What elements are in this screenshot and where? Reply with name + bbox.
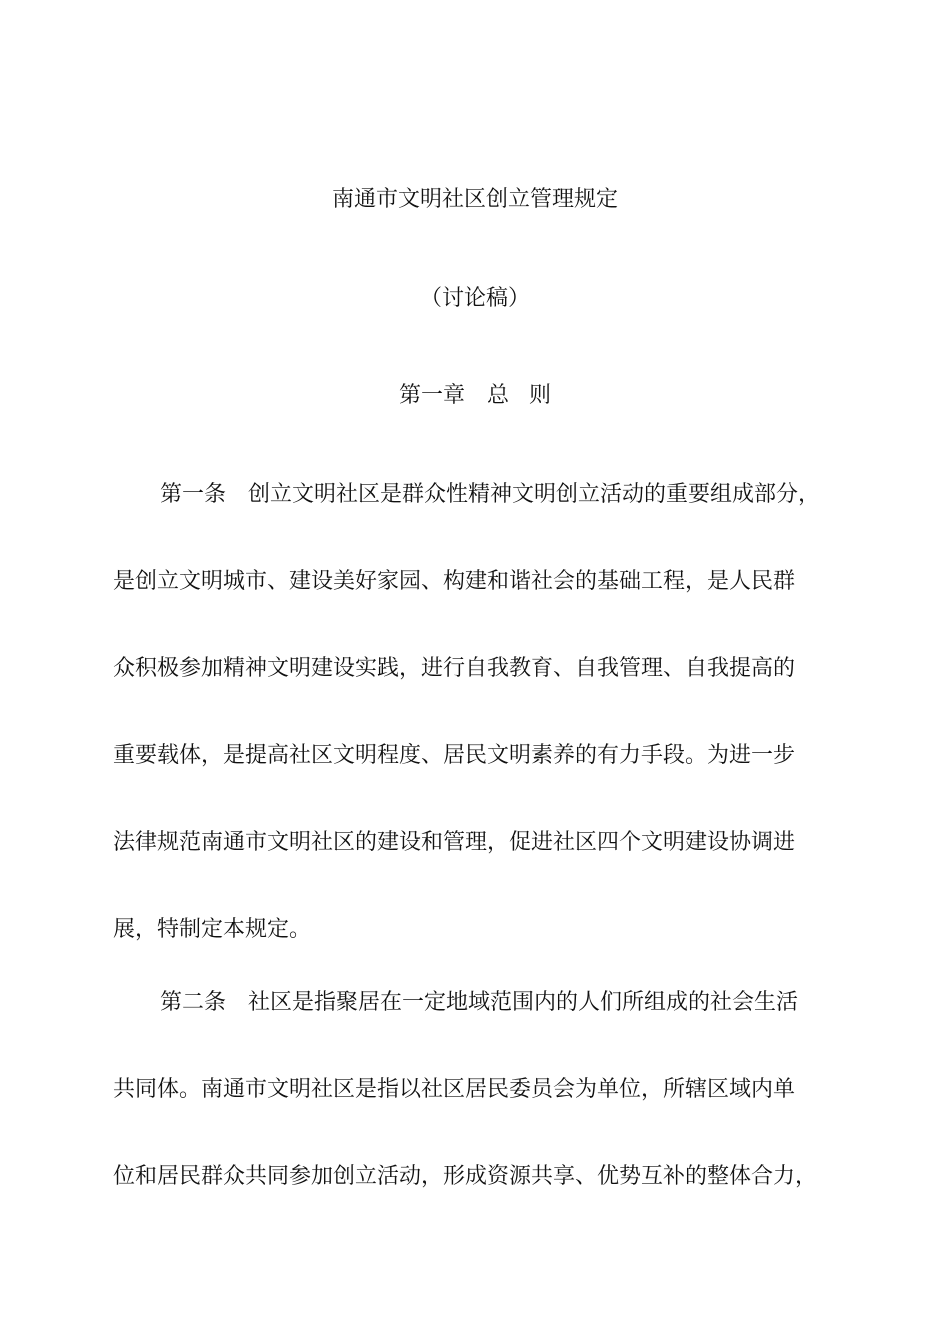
article-2-first-line [160, 988, 853, 1018]
document-subtitle: （讨论稿） [419, 286, 530, 311]
article-1-line: 展，特制定本规定。 [113, 917, 312, 942]
article-1-text: 创立文明社区是群众性精神文明创立活动的重要组成部分， [248, 482, 821, 507]
chapter-heading [0, 381, 950, 411]
article-1-first-line [160, 480, 853, 510]
chapter-word-1: 总 [486, 383, 509, 408]
document-title: 南通市文明社区创立管理规定 [331, 187, 618, 212]
chapter-word-2: 则 [529, 383, 552, 408]
article-2-line: 位和居民群众共同参加创立活动，形成资源共享、优势互补的整体合力， [113, 1164, 818, 1189]
article-1-line: 重要载体，是提高社区文明程度、居民文明素养的有力手段。为进一步 [113, 743, 796, 768]
article-1-line: 是创立文明城市、建设美好家园、构建和谐社会的基础工程，是人民群 [113, 569, 796, 594]
article-1-line: 众积极参加精神文明建设实践，进行自我教育、自我管理、自我提高的 [113, 656, 796, 681]
article-2-label: 第二条 [160, 990, 227, 1015]
article-1-line: 法律规范南通市文明社区的建设和管理，促进社区四个文明建设协调进 [113, 830, 796, 855]
article-1-label: 第一条 [160, 482, 227, 507]
article-2-line: 共同体。南通市文明社区是指以社区居民委员会为单位，所辖区域内单 [113, 1077, 796, 1102]
chapter-label: 第一章 [398, 383, 465, 408]
article-2-text: 社区是指聚居在一定地域范围内的人们所组成的社会生活 [248, 990, 799, 1015]
